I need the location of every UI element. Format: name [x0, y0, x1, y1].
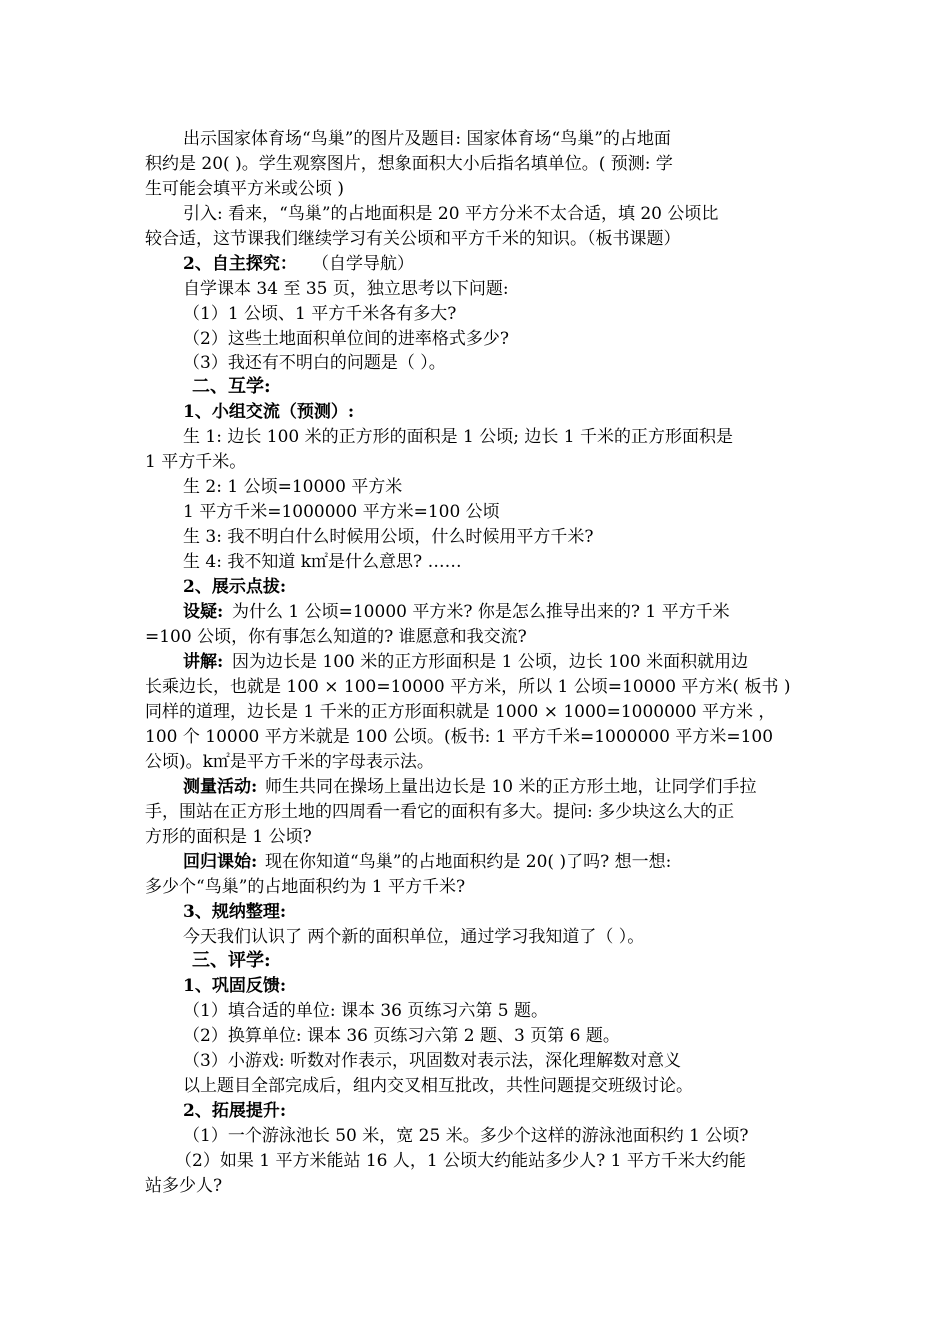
text-line: （1）1 公顷、1 平方千米各有多大? — [183, 304, 457, 324]
text-line: 自学课本 34 至 35 页，独立思考以下问题: — [183, 279, 509, 299]
text-line: 手，围站在正方形土地的四周看一看它的面积有多大。提问: 多少块这么大的正 — [145, 802, 735, 822]
part-heading: 三、评学: — [192, 950, 271, 971]
text-line: （3）小游戏: 听数对作表示，巩固数对表示法，深化理解数对意义 — [183, 1051, 681, 1071]
text-line: 方形的面积是 1 公顷? — [145, 827, 312, 847]
text-line: 1 平方千米。 — [145, 452, 247, 472]
text-line: 师生共同在操场上量出边长是 10 米的正方形土地，让同学们手拉 — [265, 777, 757, 797]
text-line: （自学导航） — [312, 254, 414, 274]
section-heading: 1、小组交流（预测）: — [183, 402, 355, 422]
text-line: （2）这些土地面积单位间的进率格式多少? — [183, 329, 509, 349]
text-line: 100 个 10000 平方米就是 100 公顷。(板书: 1 平方千米=1000000 平方米=100 — [145, 727, 774, 747]
text-line: （3）我还有不明白的问题是（ ）。 — [183, 353, 446, 373]
text-line: 因为边长是 100 米的正方形面积是 1 公顷，边长 100 米面积就用边 — [232, 652, 749, 672]
text-line: （1）一个游泳池长 50 米，宽 25 米。多少个这样的游泳池面积约 1 公顷? — [183, 1126, 749, 1146]
text-line: 积约是 20( )。学生观察图片，想象面积大小后指名填单位。( 预测: 学 — [145, 154, 673, 174]
text-line: 多少个“鸟巢”的占地面积约为 1 平方千米? — [145, 877, 466, 897]
text-line: 1 平方千米=1000000 平方米=100 公顷 — [183, 502, 500, 522]
section-heading: 2、自主探究： — [183, 254, 297, 274]
inline-label: 设疑: — [183, 602, 224, 622]
text-line: （2）换算单位: 课本 36 页练习六第 2 题、3 页第 6 题。 — [183, 1026, 620, 1046]
text-line: 为什么 1 公顷=10000 平方米? 你是怎么推导出来的? 1 平方千米 — [232, 602, 730, 622]
part-heading: 二、互学: — [192, 376, 271, 397]
section-heading: 3、规纳整理: — [183, 902, 287, 922]
text-line: 生 3: 我不明白什么时候用公顷，什么时候用平方千米? — [183, 527, 594, 547]
text-line: 生 4: 我不知道 k㎡是什么意思? …… — [183, 552, 462, 572]
text-line: 生 2: 1 公顷=10000 平方米 — [183, 477, 403, 497]
inline-label: 测量活动: — [183, 777, 258, 797]
text-line: 生 1: 边长 100 米的正方形的面积是 1 公顷; 边长 1 千米的正方形面积是 — [183, 427, 733, 447]
text-line: 站多少人? — [145, 1176, 223, 1196]
text-line: =100 公顷，你有事怎么知道的? 谁愿意和我交流? — [145, 627, 527, 647]
inline-label: 讲解: — [183, 652, 224, 672]
text-line: 同样的道理，边长是 1 千米的正方形面积就是 1000 × 1000=1000000 平方米 ， — [145, 702, 776, 722]
inline-label: 回归课始: — [183, 852, 258, 872]
text-line: 今天我们认识了 两个新的面积单位，通过学习我知道了（ ）。 — [183, 927, 645, 947]
section-heading: 2、展示点拔: — [183, 577, 287, 597]
section-heading: 1、巩固反馈: — [183, 976, 287, 996]
text-line: （1）填合适的单位: 课本 36 页练习六第 5 题。 — [183, 1001, 549, 1021]
text-line: 引入: 看来，“鸟巢”的占地面积是 20 平方分米不太合适，填 20 公顷比 — [183, 204, 719, 224]
text-line: 生可能会填平方米或公顷 ) — [145, 179, 345, 199]
text-line: 出示国家体育场“鸟巢”的图片及题目: 国家体育场“鸟巢”的占地面 — [183, 129, 671, 149]
text-line: （2）如果 1 平方米能站 16 人，1 公顷大约能站多少人? 1 平方千米大约能 — [175, 1151, 746, 1171]
text-line: 以上题目全部完成后，组内交叉相互批改，共性问题提交班级讨论。 — [183, 1076, 693, 1096]
text-line: 较合适，这节课我们继续学习有关公顷和平方千米的知识。（板书课题） — [145, 229, 681, 249]
text-line: 现在你知道“鸟巢”的占地面积约是 20( )了吗? 想一想: — [265, 852, 672, 872]
text-line: 公顷)。k㎡是平方千米的字母表示法。 — [145, 752, 434, 772]
section-heading: 2、拓展提升: — [183, 1101, 287, 1121]
text-line: 长乘边长，也就是 100 × 100=10000 平方米，所以 1 公顷=10000 平方米( 板书 ) — [145, 677, 791, 697]
